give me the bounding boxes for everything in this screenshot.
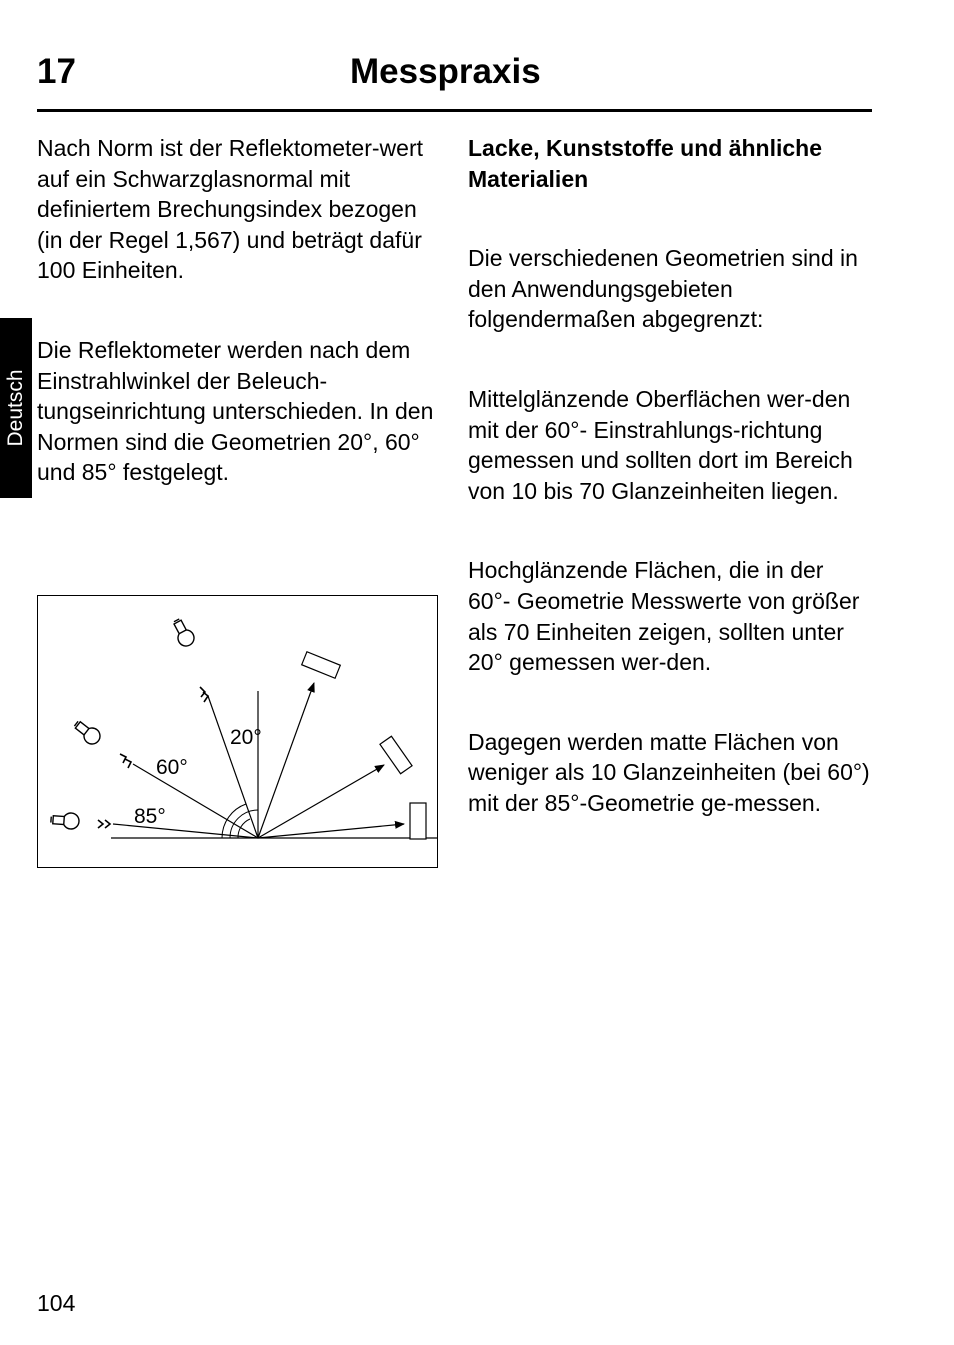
- chapter-title: Messpraxis: [350, 52, 541, 91]
- lamp-85-icon: [50, 812, 79, 830]
- reflected-ray-20: [258, 683, 314, 838]
- paragraph: Die Reflektometer werden nach dem Einstrahlwinkel der Beleuch-tungseinrichtung unterschieden. In den Normen sind die Geometrien 20°, 60° und 85° festgelegt.: [37, 336, 434, 486]
- geometry-diagram: [38, 596, 439, 869]
- paragraph: Mittelglänzende Oberflächen wer-den mit der 60°- Einstrahlungs-richtung gemessen und sollten dort im Bereich von 10 bis 70 Glanzeinheiten liegen.: [468, 385, 853, 504]
- paragraph: Die verschiedenen Geometrien sind in den Anwendungsgebieten folgendermaßen abgegrenzt:: [468, 245, 858, 333]
- chevron-85-icon: [98, 820, 110, 828]
- angle-label-85: 85°: [134, 805, 166, 828]
- detector-60-icon: [380, 736, 412, 774]
- paragraph: Nach Norm ist der Reflektometer-wert auf ein Schwarzglasnormal mit definiertem Brechungsindex bezogen (in der Regel 1,567) und beträgt dafür 100 Einheiten.: [37, 135, 423, 284]
- page-number: 104: [37, 1290, 76, 1316]
- detector-85-icon: [410, 803, 426, 839]
- angle-label-60: 60°: [156, 756, 188, 779]
- angle-arc: [222, 804, 246, 838]
- chevron-20-icon: [200, 687, 208, 702]
- right-column: [468, 133, 872, 819]
- section-heading: Lacke, Kunststoffe und ähnliche Materialien: [468, 135, 822, 192]
- angle-label-20: 20°: [230, 726, 262, 749]
- lamp-60-icon: [71, 717, 103, 747]
- lamp-20-icon: [170, 617, 197, 649]
- detector-20-icon: [302, 652, 341, 678]
- language-tab-label: Deutsch: [4, 369, 27, 447]
- chapter-number: 17: [37, 52, 76, 91]
- reflected-ray-85: [258, 824, 404, 838]
- gloss-geometry-figure: [37, 595, 438, 868]
- paragraph: Dagegen werden matte Flächen von weniger als 10 Glanzeinheiten (bei 60°) mit der 85°-Geometrie ge-messen.: [468, 728, 870, 816]
- header-rule: [37, 109, 872, 112]
- angle-arc: [238, 819, 250, 838]
- reflected-ray-60: [258, 765, 384, 838]
- chevron-60-icon: [120, 754, 131, 768]
- left-column: [37, 133, 439, 488]
- paragraph: Hochglänzende Flächen, die in der 60°- Geometrie Messwerte von größer als 70 Einheiten zeigen, sollten unter 20° gemessen wer-den.: [468, 557, 860, 676]
- incident-ray-20: [208, 696, 258, 838]
- angle-arc: [230, 810, 258, 838]
